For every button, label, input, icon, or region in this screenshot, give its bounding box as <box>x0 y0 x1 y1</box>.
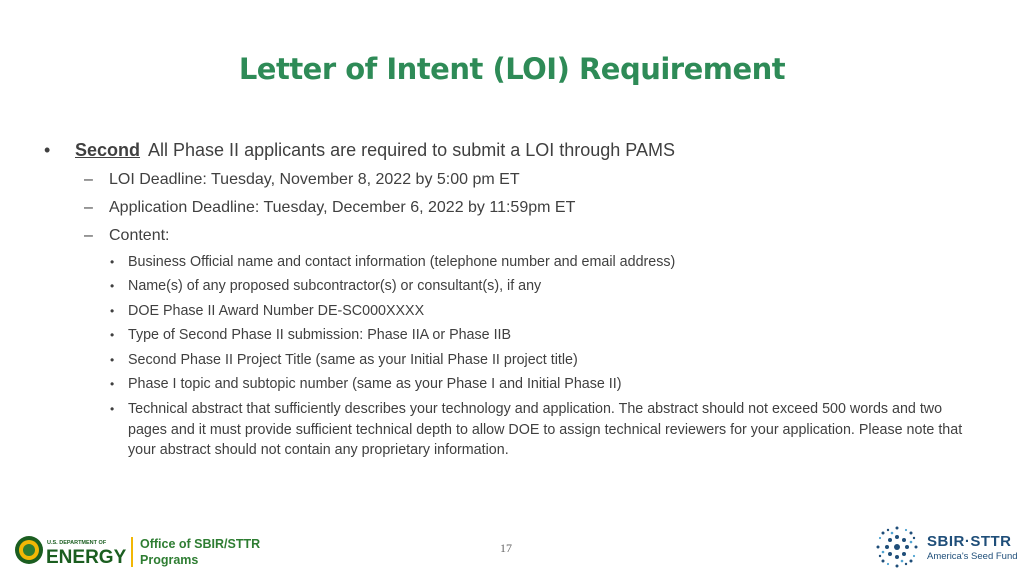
content-item <box>110 399 970 461</box>
bullet-icon: • <box>110 328 115 342</box>
office-name <box>140 536 260 568</box>
content-item-text: Business Official name and contact information (telephone number and email address) <box>128 254 676 270</box>
sub-item-text: Application Deadline: Tuesday, December 6, 2022 by 11:59pm ET <box>109 199 576 216</box>
sbir-sttr-logo <box>870 520 924 579</box>
content-item-text: Name(s) of any proposed subcontractor(s) or consultant(s), if any <box>128 278 542 294</box>
bullet-icon: • <box>110 304 115 318</box>
content-item <box>110 350 970 371</box>
bullet-icon: • <box>110 402 115 416</box>
content-item <box>110 374 970 395</box>
dash-icon: – <box>84 199 93 216</box>
dash-icon: – <box>84 171 93 188</box>
content-item-text: DOE Phase II Award Number DE-SC000XXXX <box>128 303 425 319</box>
bullet-intro: All Phase II applicants are required to submit a LOI through PAMS <box>148 140 675 160</box>
bullet-lead: Second <box>75 140 141 160</box>
doe-logo <box>14 535 130 572</box>
content-item-text: Second Phase II Project Title (same as your Initial Phase II project title) <box>128 352 578 368</box>
dash-icon: – <box>84 227 93 244</box>
sbir-sttr-burst-icon <box>870 520 924 574</box>
content-item <box>110 301 970 322</box>
bullet-icon: • <box>110 377 115 391</box>
sub-item-text: Content: <box>109 227 170 244</box>
content-item-text: Phase I topic and subtopic number (same as your Phase I and Initial Phase II) <box>128 376 622 392</box>
sbir-sttr-wordmark: SBIR·STTR <box>927 533 1012 550</box>
content-item <box>110 252 970 273</box>
bullet-icon: • <box>110 255 115 269</box>
bullet-icon: • <box>110 279 115 293</box>
page-number: 17 <box>500 541 512 555</box>
doe-seal-icon <box>14 535 130 567</box>
content-item <box>110 325 970 346</box>
footer-divider <box>131 537 133 567</box>
content-item-text: Technical abstract that sufficiently describes your technology and application. The abstract should not exceed 500 words and two pages and it must provide sufficient technical depth to allow DOE to assign technical reviewers for your application. Please note that your abstract should not contain any proprietary information. <box>128 401 963 458</box>
sub-item-text: LOI Deadline: Tuesday, November 8, 2022 by 5:00 pm ET <box>109 171 520 188</box>
office-line-1: Office of SBIR/STTR <box>140 537 261 551</box>
bullet-icon: • <box>110 353 115 367</box>
sbir-sttr-tagline: America's Seed Fund <box>927 551 1018 562</box>
bullet-icon: • <box>44 140 51 160</box>
slide-title: Letter of Intent (LOI) Requirement <box>238 52 786 86</box>
office-line-2: Programs <box>140 553 199 567</box>
doe-small-text: U.S. DEPARTMENT OF <box>47 540 107 546</box>
doe-big-text: ENERGY <box>46 547 127 567</box>
content-item-text: Type of Second Phase II submission: Phase IIA or Phase IIB <box>128 327 512 343</box>
content-item <box>110 276 970 297</box>
